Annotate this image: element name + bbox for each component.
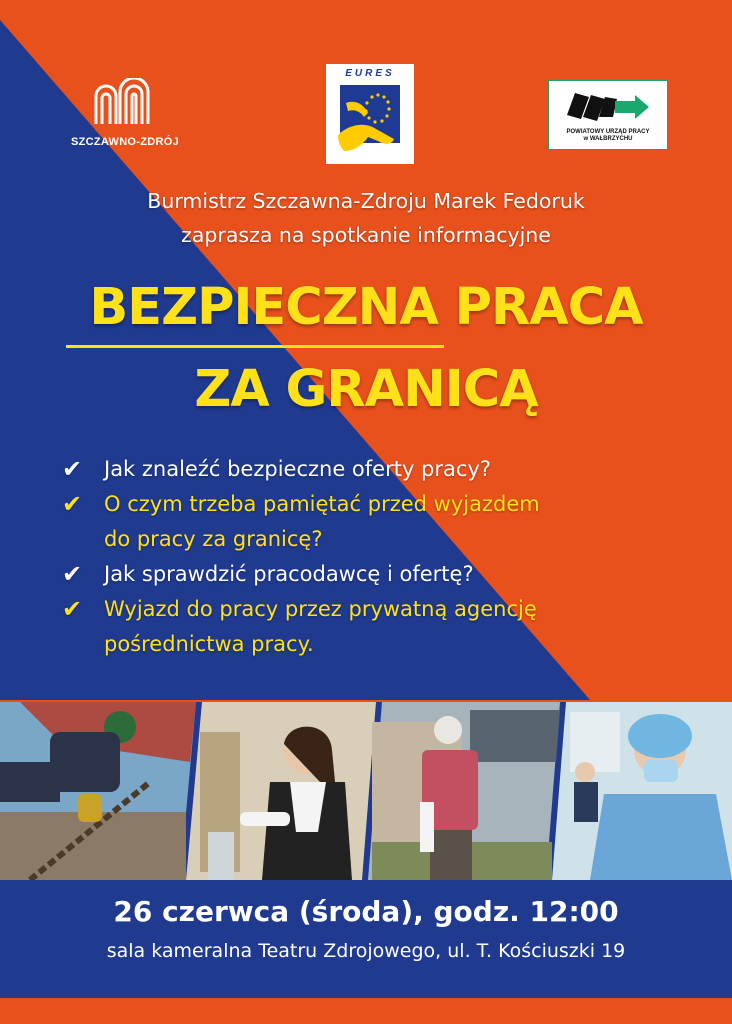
photo-strip xyxy=(0,702,732,882)
list-item xyxy=(62,557,682,592)
list-item-text: Wyjazd do pracy przez prywatną agencję xyxy=(104,597,537,621)
headline-line-1: BEZPIECZNA PRACA xyxy=(89,278,643,337)
event-date: 26 czerwca (środa), godz. 12:00 xyxy=(113,895,619,928)
pup-arrow-icon xyxy=(563,87,653,127)
list-item xyxy=(62,452,682,487)
waitress-photo xyxy=(186,702,376,880)
eures-logo xyxy=(326,64,414,164)
list-item-text: Jak znaleźć bezpieczne oferty pracy? xyxy=(104,457,492,481)
checkmark-icon: ✔ xyxy=(62,595,83,623)
event-venue: sala kameralna Teatru Zdrojowego, ul. T. Kościuszki 19 xyxy=(106,940,626,962)
engineer-photo xyxy=(368,702,560,880)
intro-line-2: zaprasza na spotkanie informacyjne xyxy=(181,223,551,247)
headline-line-2: ZA GRANICĄ xyxy=(194,360,538,419)
pup-label-line1: POWIATOWY URZĄD PRACY xyxy=(566,129,650,135)
szczawno-zdroj-label: SZCZAWNO-ZDRÓJ xyxy=(70,136,180,148)
szczawno-zdroj-logo xyxy=(60,78,190,158)
checkmark-icon: ✔ xyxy=(62,455,83,483)
headline-underline xyxy=(66,345,444,348)
list-item xyxy=(62,592,682,662)
list-item xyxy=(62,487,682,557)
questions-list xyxy=(62,452,682,662)
footer-band xyxy=(0,998,732,1024)
checkmark-icon: ✔ xyxy=(62,560,83,588)
list-item-continuation: pośrednictwa pracy. xyxy=(104,632,314,656)
arches-icon xyxy=(90,78,160,126)
pup-label-line2: w WAŁBRZYCHU xyxy=(583,136,633,142)
eures-hands-icon xyxy=(334,81,406,161)
intro-line-1: Burmistrz Szczawna-Zdroju Marek Fedoruk xyxy=(147,189,585,213)
worker-photo xyxy=(0,702,196,880)
intro-text xyxy=(0,184,732,252)
surgeon-photo xyxy=(552,702,732,880)
checkmark-icon: ✔ xyxy=(62,490,83,518)
list-item-continuation: do pracy za granicę? xyxy=(104,527,323,551)
list-item-text: Jak sprawdzić pracodawcę i ofertę? xyxy=(104,562,474,586)
list-item-text: O czym trzeba pamiętać przed wyjazdem xyxy=(104,492,540,516)
pup-walbrzych-logo xyxy=(548,80,668,150)
eures-label: EURES xyxy=(345,68,395,79)
pup-label xyxy=(549,129,667,143)
